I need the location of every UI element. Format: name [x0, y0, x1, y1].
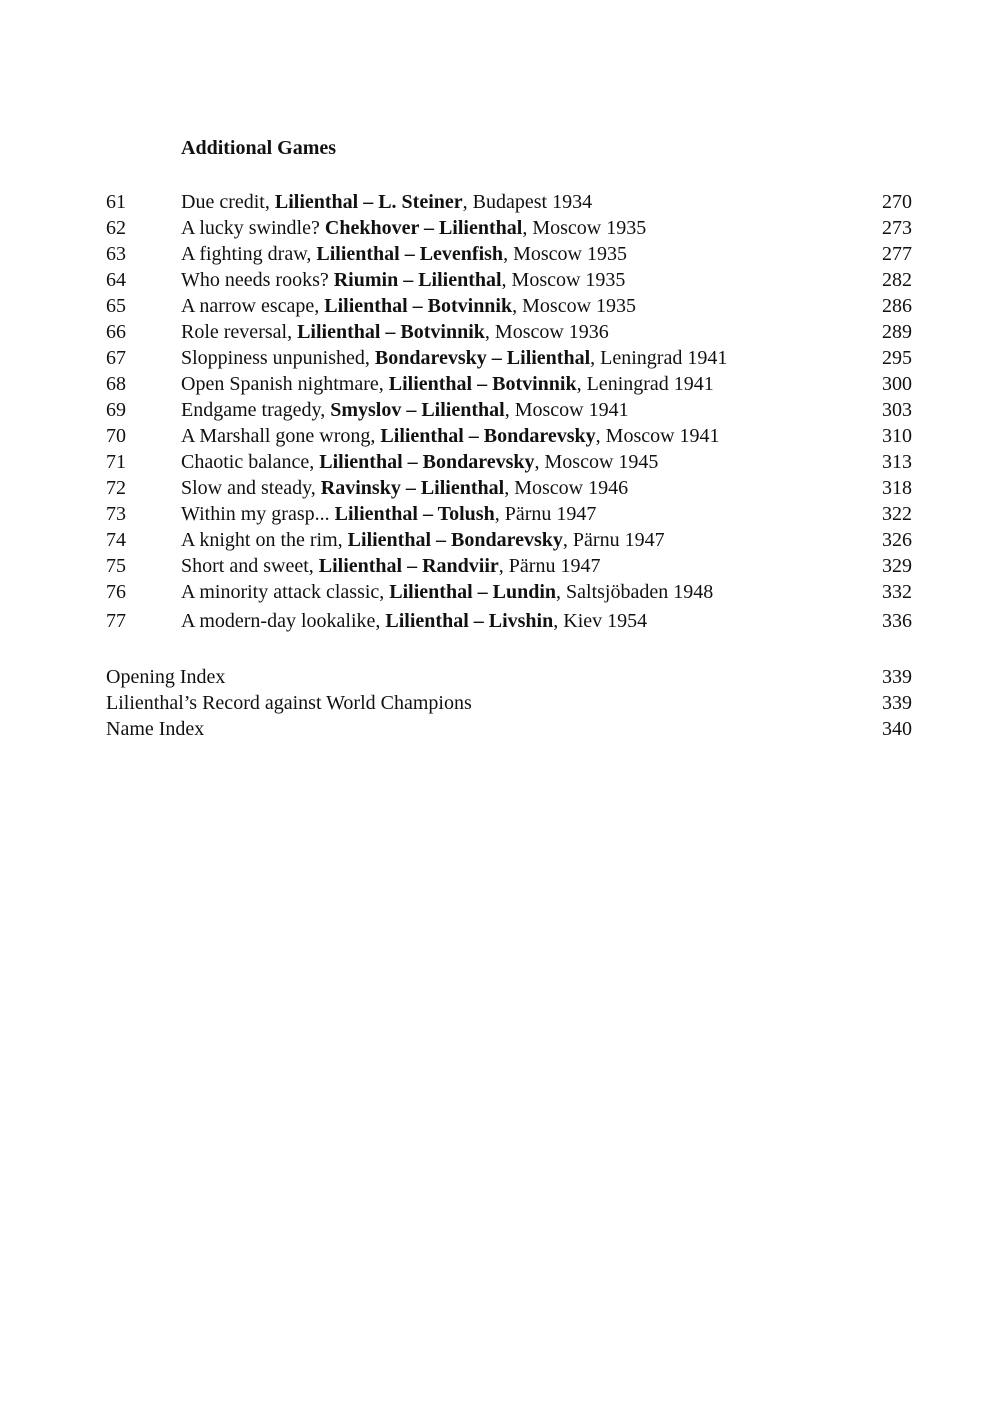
- game-event: , Budapest 1934: [462, 191, 593, 213]
- game-event: , Moscow 1935: [522, 217, 647, 239]
- index-list: [106, 664, 912, 742]
- game-event: , Moscow 1936: [484, 321, 609, 343]
- page-number: 273: [882, 217, 912, 239]
- toc-entry: [106, 527, 912, 553]
- game-event: , Leningrad 1941: [576, 373, 714, 395]
- game-description: A modern-day lookalike,: [181, 610, 386, 632]
- game-number: 68: [106, 373, 126, 395]
- game-description: Who needs rooks?: [181, 269, 334, 291]
- game-title: [181, 397, 629, 423]
- game-number: 71: [106, 451, 126, 473]
- game-players: Lilienthal – Randviir: [318, 555, 499, 577]
- game-players: Riumin – Lilienthal: [333, 269, 502, 291]
- game-description: A lucky swindle?: [181, 217, 325, 239]
- index-entry: [106, 664, 912, 690]
- game-description: Short and sweet,: [181, 555, 319, 577]
- page-number: 277: [882, 243, 912, 265]
- game-players: Lilienthal – Lundin: [389, 581, 557, 603]
- game-title: [181, 553, 600, 579]
- game-description: Within my grasp...: [181, 503, 335, 525]
- game-number: 73: [106, 503, 126, 525]
- page-number: 313: [882, 451, 912, 473]
- game-number: 75: [106, 555, 126, 577]
- game-description: Endgame tragedy,: [181, 399, 331, 421]
- game-description: Sloppiness unpunished,: [181, 347, 375, 369]
- index-label: Opening Index: [106, 666, 226, 688]
- game-description: A Marshall gone wrong,: [181, 425, 381, 447]
- toc-entry: [106, 501, 912, 527]
- index-label: Name Index: [106, 718, 205, 740]
- toc-entry: [106, 241, 912, 267]
- game-description: A minority attack classic,: [181, 581, 390, 603]
- game-number: 69: [106, 399, 126, 421]
- game-players: Lilienthal – Botvinnik: [388, 373, 577, 395]
- index-label: Lilienthal’s Record against World Champions: [106, 692, 472, 714]
- game-description: Role reversal,: [181, 321, 298, 343]
- page-number: 339: [882, 692, 912, 714]
- game-number: 77: [106, 610, 126, 632]
- toc-entry: [106, 475, 912, 501]
- page-number: 340: [882, 718, 912, 740]
- game-title: [181, 449, 658, 475]
- game-players: Chekhover – Lilienthal: [324, 217, 523, 239]
- game-title: [181, 475, 628, 501]
- games-list: [106, 189, 912, 634]
- game-number: 67: [106, 347, 126, 369]
- game-title: [181, 319, 609, 345]
- game-players: Lilienthal – Livshin: [385, 610, 554, 632]
- game-description: A knight on the rim,: [181, 529, 348, 551]
- game-players: Lilienthal – Bondarevsky: [319, 451, 535, 473]
- toc-entry: [106, 267, 912, 293]
- game-event: , Pärnu 1947: [562, 529, 665, 551]
- game-number: 72: [106, 477, 126, 499]
- game-number: 61: [106, 191, 126, 213]
- toc-entry: [106, 189, 912, 215]
- game-description: Chaotic balance,: [181, 451, 320, 473]
- page-number: 318: [882, 477, 912, 499]
- page-number: 282: [882, 269, 912, 291]
- toc-entry: [106, 345, 912, 371]
- index-entry: [106, 716, 912, 742]
- page-number: 326: [882, 529, 912, 551]
- game-number: 62: [106, 217, 126, 239]
- toc-entry: [106, 371, 912, 397]
- game-players: Bondarevsky – Lilienthal: [374, 347, 591, 369]
- game-event: , Moscow 1941: [595, 425, 720, 447]
- game-number: 65: [106, 295, 126, 317]
- game-players: Lilienthal – Botvinnik: [297, 321, 485, 343]
- game-title: [181, 267, 625, 293]
- page-number: 295: [882, 347, 912, 369]
- page-number: 300: [882, 373, 912, 395]
- game-title: [181, 293, 636, 319]
- game-number: 76: [106, 581, 126, 603]
- game-title: [181, 371, 714, 397]
- game-number: 70: [106, 425, 126, 447]
- page-number: 336: [882, 610, 912, 632]
- game-players: Lilienthal – Bondarevsky: [380, 425, 596, 447]
- page-number: 289: [882, 321, 912, 343]
- game-players: Ravinsky – Lilienthal: [320, 477, 505, 499]
- game-title: [181, 189, 592, 215]
- game-event: , Moscow 1935: [503, 243, 627, 265]
- toc-entry: [106, 423, 912, 449]
- game-title: [181, 579, 713, 605]
- game-title: [181, 241, 627, 267]
- game-players: Lilienthal – Tolush: [334, 503, 495, 525]
- page-number: 270: [882, 191, 912, 213]
- game-description: A fighting draw,: [181, 243, 317, 265]
- game-number: 64: [106, 269, 126, 291]
- game-title: [181, 215, 646, 241]
- game-title: [181, 423, 720, 449]
- game-title: [181, 501, 596, 527]
- toc-entry: [106, 449, 912, 475]
- game-number: 63: [106, 243, 126, 265]
- game-title: [181, 608, 647, 634]
- game-players: Lilienthal – Bondarevsky: [347, 529, 563, 551]
- page-number: 303: [882, 399, 912, 421]
- game-number: 66: [106, 321, 126, 343]
- game-players: Smyslov – Lilienthal: [330, 399, 505, 421]
- toc-entry: [106, 215, 912, 241]
- section-title: Additional Games: [181, 137, 337, 159]
- game-event: , Pärnu 1947: [494, 503, 597, 525]
- game-event: , Moscow 1935: [501, 269, 626, 291]
- game-event: , Kiev 1954: [553, 610, 648, 632]
- game-event: , Moscow 1946: [504, 477, 629, 499]
- toc-entry: [106, 608, 912, 634]
- game-players: Lilienthal – L. Steiner: [274, 191, 463, 213]
- game-event: , Pärnu 1947: [498, 555, 601, 577]
- toc-entry: [106, 319, 912, 345]
- game-title: [181, 527, 665, 553]
- game-description: Open Spanish nightmare,: [181, 373, 389, 395]
- game-event: , Moscow 1935: [512, 295, 637, 317]
- game-description: A narrow escape,: [181, 295, 325, 317]
- toc-entry: [106, 553, 912, 579]
- page-number: 332: [882, 581, 912, 603]
- page-number: 322: [882, 503, 912, 525]
- game-event: , Moscow 1945: [534, 451, 659, 473]
- game-event: , Saltsjöbaden 1948: [556, 581, 714, 603]
- page-number: 286: [882, 295, 912, 317]
- game-description: Slow and steady,: [181, 477, 321, 499]
- game-description: Due credit,: [181, 191, 275, 213]
- game-event: , Moscow 1941: [504, 399, 629, 421]
- game-event: , Leningrad 1941: [590, 347, 728, 369]
- game-number: 74: [106, 529, 126, 551]
- page-number: 310: [882, 425, 912, 447]
- game-players: Lilienthal – Botvinnik: [324, 295, 513, 317]
- index-entry: [106, 690, 912, 716]
- toc-entry: [106, 293, 912, 319]
- toc-entry: [106, 579, 912, 605]
- toc-entry: [106, 397, 912, 423]
- game-players: Lilienthal – Levenfish: [316, 243, 504, 265]
- page-number: 329: [882, 555, 912, 577]
- page-number: 339: [882, 666, 912, 688]
- game-title: [181, 345, 727, 371]
